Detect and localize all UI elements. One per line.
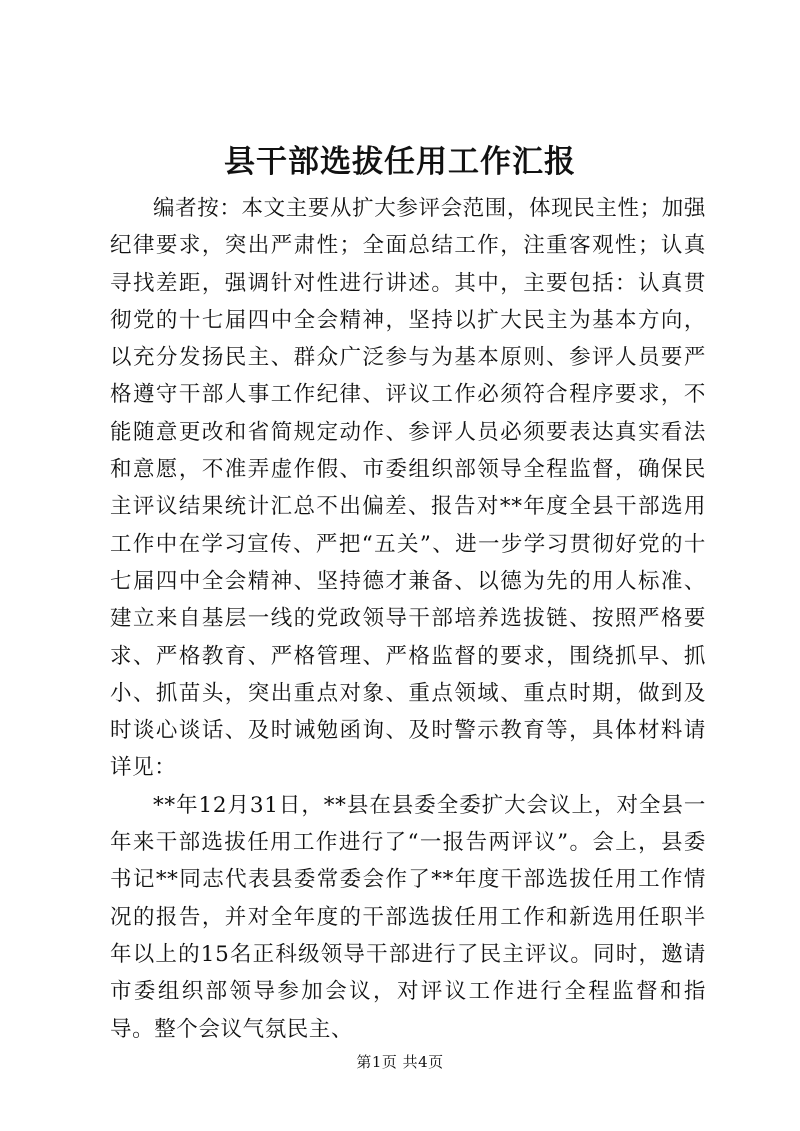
document-title: 县干部选拔任用工作汇报	[224, 144, 576, 180]
document-body	[110, 190, 706, 1048]
page-number-footer: 第1页 共4页	[356, 1053, 444, 1071]
editor-note-paragraph: 编者按：本文主要从扩大参评会范围，体现民主性；加强纪律要求，突出严肃性；全面总结工作，注重客观性；认真寻找差距，强调针对性进行讲述。其中，主要包括：认真贯彻党的十七届四中全会精神，坚持以扩大民主为基本方向，以充分发扬民主、群众广泛参与为基本原则、参评人员要严格遵守干部人事工作纪律、评议工作必须符合程序要求，不能随意更改和省简规定动作、参评人员必须要表达真实看法和意愿，不准弄虚作假、市委组织部领导全程监督，确保民主评议结果统计汇总不出偏差、报告对**年度全县干部选用工作中在学习宣传、严把“五关”、进一步学习贯彻好党的十七届四中全会精神、坚持德才兼备、以德为先的用人标准、建立来自基层一线的党政领导干部培养选拔链、按照严格要求、严格教育、严格管理、严格监督的要求，围绕抓早、抓小、抓苗头，突出重点对象、重点领域、重点时期，做到及时谈心谈话、及时诫勉函询、及时警示教育等，具体材料请详见：	[110, 196, 706, 781]
report-paragraph: **年12月31日，**县在县委全委扩大会议上，对全县一年来干部选拔任用工作进行了“一报告两评议”。会上，县委书记**同志代表县委常委会作了**年度干部选拔任用工作情况的报告，并对全年度的干部选拔任用工作和新选用任职半年以上的15名正科级领导干部进行了民主评议。同时，邀请市委组织部领导参加会议，对评议工作进行全程监督和指导。整个会议气氛民主、	[110, 792, 706, 1042]
